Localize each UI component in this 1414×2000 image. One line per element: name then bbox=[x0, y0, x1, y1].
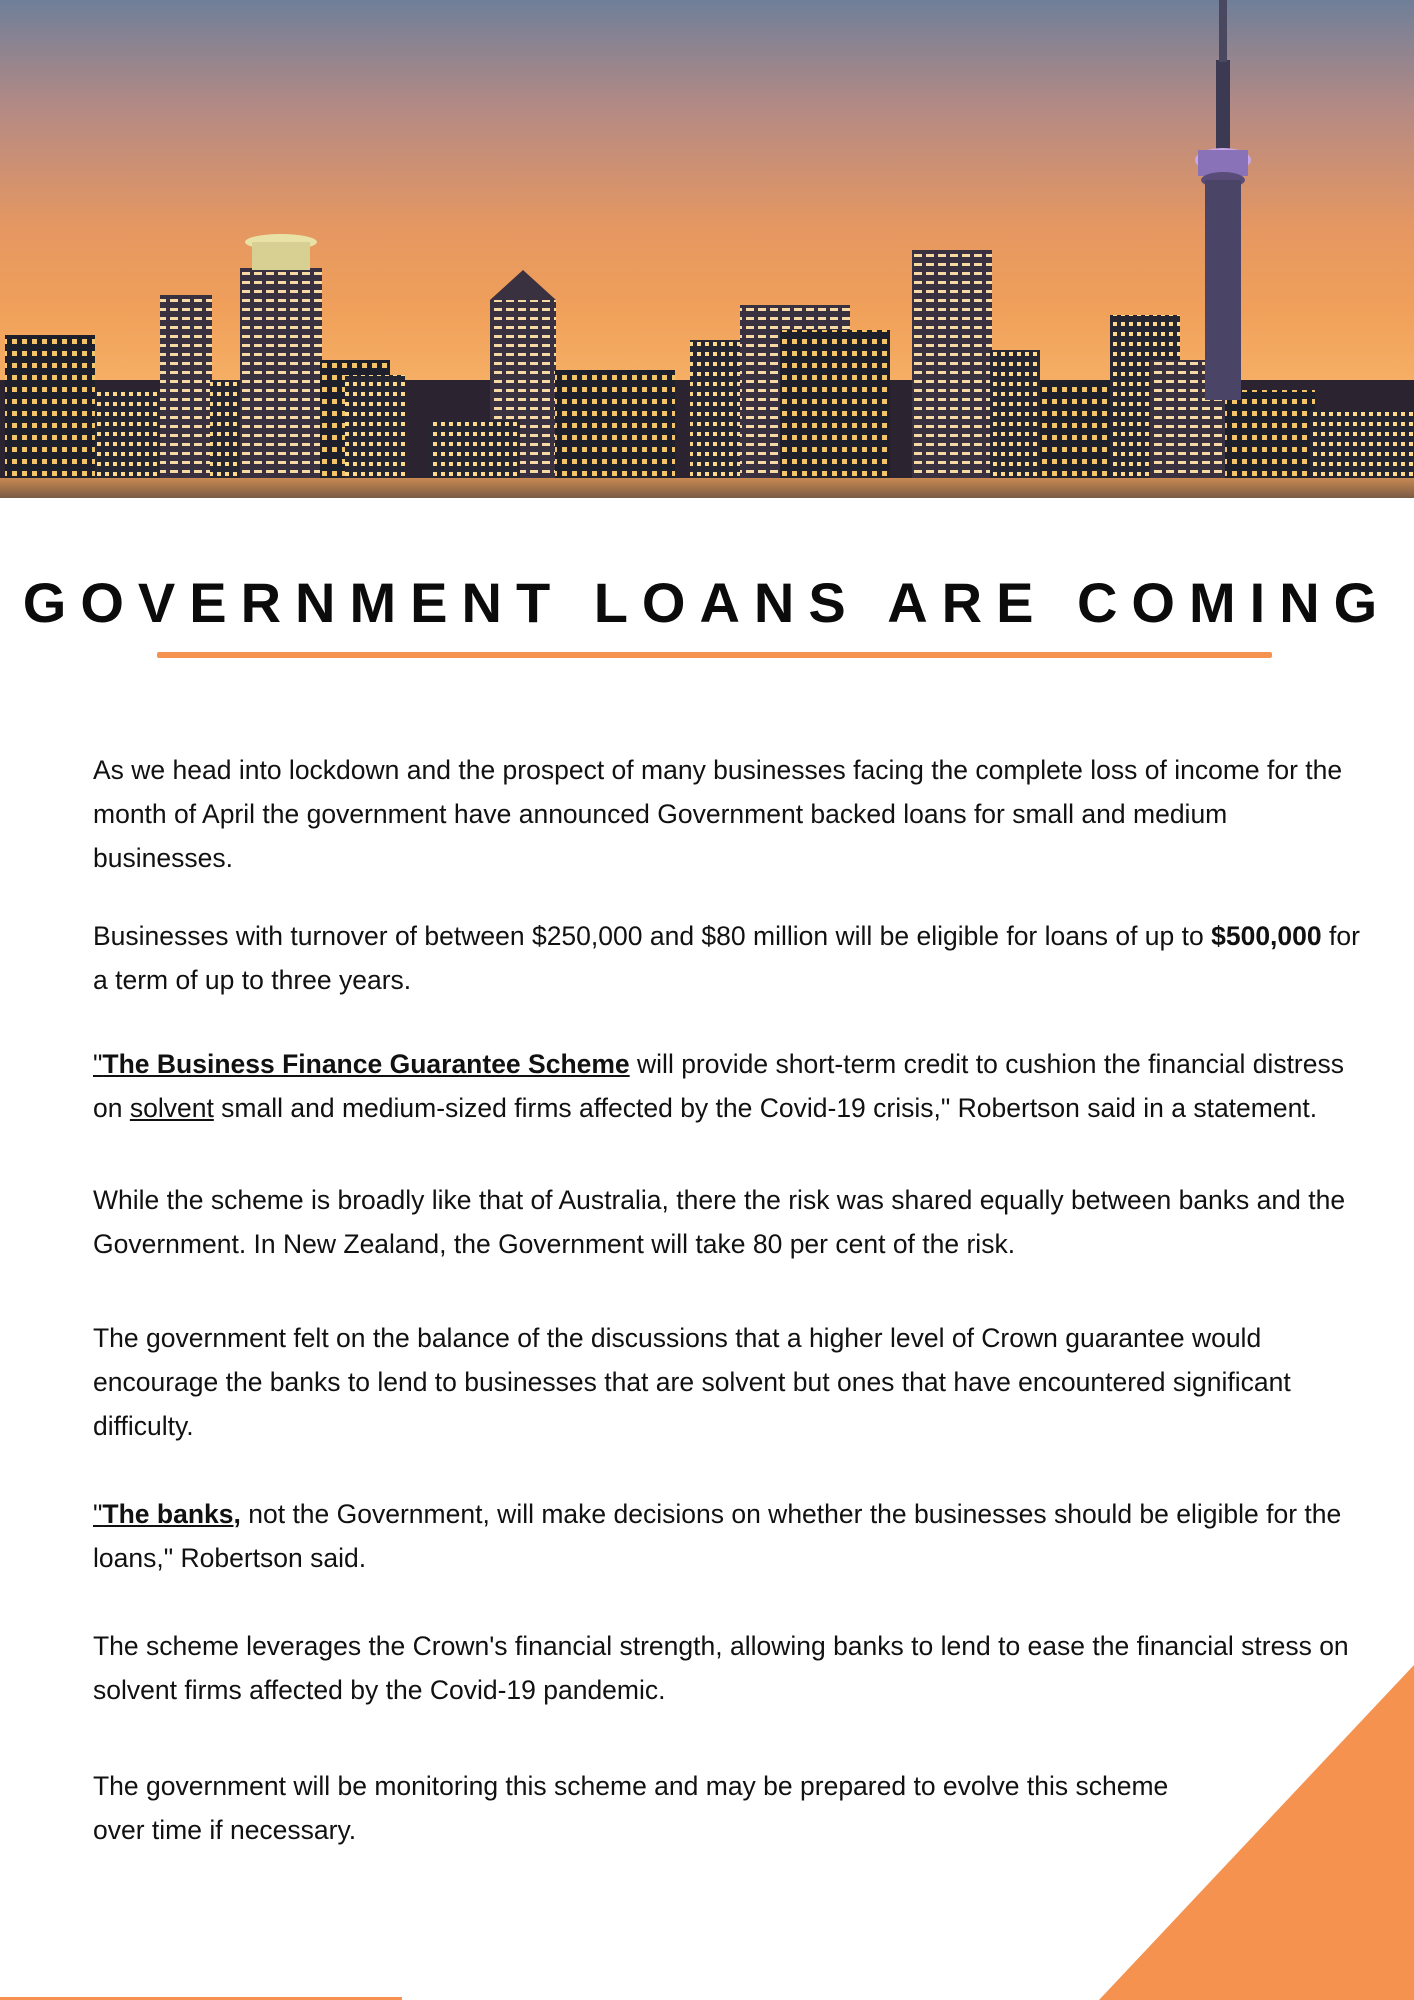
paragraph-australia-comparison: While the scheme is broadly like that of Australia, there the risk was shared equally between banks and the Government. In New Zealand, the Government will take 80 per cent of the risk. bbox=[93, 1185, 1346, 1259]
banks-quote-text: not the Government, will make decisions on whether the businesses should be eligible for the loans," Robertson said. bbox=[93, 1499, 1342, 1573]
corner-accent-triangle bbox=[1099, 1665, 1414, 2000]
solvent-underlined: solvent bbox=[129, 1093, 214, 1123]
paragraph-banks-quote bbox=[93, 1492, 1363, 1580]
skyline-illustration bbox=[0, 0, 1414, 498]
page-title: GOVERNMENT LOANS ARE COMING bbox=[22, 571, 1392, 634]
paragraph-scheme-quote bbox=[93, 1042, 1363, 1130]
scheme-quote-text: will provide short-term credit to cushion the financial distress on bbox=[93, 1049, 1344, 1123]
the-banks-link[interactable]: The banks bbox=[102, 1499, 234, 1529]
eligibility-text: Businesses with turnover of between $250,000 and $80 million will be eligible for loans of up to bbox=[93, 921, 1212, 951]
comma: , bbox=[233, 1499, 241, 1529]
open-quote: " bbox=[93, 1049, 103, 1079]
paragraph-crown-guarantee: The government felt on the balance of the discussions that a higher level of Crown guarantee would encourage the banks to lend to businesses that are solvent but ones that have encountered significant difficulty. bbox=[93, 1323, 1291, 1441]
title-underline-divider bbox=[157, 652, 1272, 658]
paragraph-crown-strength: The scheme leverages the Crown's financial strength, allowing banks to lend to ease the financial stress on solvent firms affected by the Covid-19 pandemic. bbox=[93, 1631, 1349, 1705]
paragraph-eligibility bbox=[93, 914, 1363, 1002]
paragraph-lockdown: As we head into lockdown and the prospect of many businesses facing the complete loss of income for the month of April the government have announced Government backed loans for small and medium businesses. bbox=[93, 755, 1343, 873]
loan-amount: $500,000 bbox=[1211, 921, 1322, 951]
paragraph-monitoring: The government will be monitoring this scheme and may be prepared to evolve this scheme over time if necessary. bbox=[93, 1771, 1169, 1845]
scheme-name-link[interactable]: The Business Finance Guarantee Scheme bbox=[102, 1049, 630, 1079]
eligibility-term-text: for a term of up to three years. bbox=[93, 921, 1360, 995]
open-quote: " bbox=[93, 1499, 103, 1529]
hero-skyline-image bbox=[0, 0, 1414, 498]
scheme-quote-end: small and medium-sized firms affected by the Covid-19 crisis," Robertson said in a statement. bbox=[213, 1093, 1318, 1123]
